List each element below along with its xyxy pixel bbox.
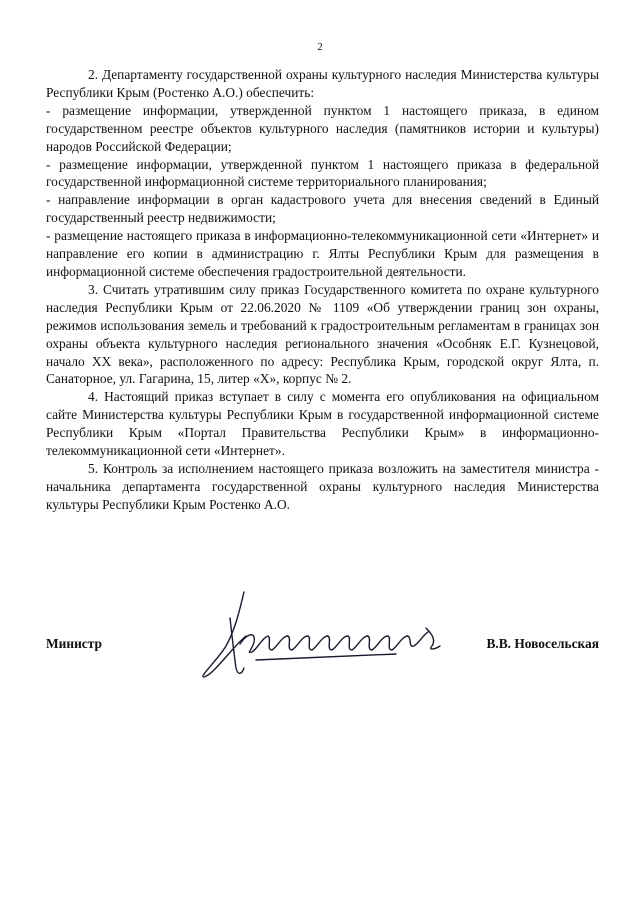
handwritten-signature (196, 588, 446, 683)
paragraph-item-internet: - размещение настоящего приказа в информационно-телекоммуникационной сети «Интернет» и направление его копии в администрацию г. Ялты Республики Крым для размещения в информационной системе обеспечения градостроительной деятельности. (46, 228, 599, 279)
page-number: 2 (317, 41, 323, 53)
signatory-title: Министр (46, 636, 102, 651)
document-body (46, 66, 599, 514)
paragraph-item-planning-system: - размещение информации, утвержденной пунктом 1 настоящего приказа в федеральной государственной информационной системе территориального планирования; (46, 156, 599, 190)
paragraph-item-registry: - размещение информации, утвержденной пунктом 1 настоящего приказа, в едином государственном реестре объектов культурного наследия (памятников истории и культуры) народов Российской Федерации; (46, 102, 599, 154)
paragraph-control: 5. Контроль за исполнением настоящего приказа возложить на заместителя министра - начальника департамента государственной охраны культурного наследия Министерства культуры Республики Крым Ростенко А.О. (46, 460, 599, 512)
paragraph-department-duties: 2. Департаменту государственной охраны культурного наследия Министерства культуры Республики Крым (Ростенко А.О.) обеспечить: (46, 67, 599, 100)
signatory-name: В.В. Новосельская (486, 636, 599, 651)
paragraph-effective-date: 4. Настоящий приказ вступает в силу с момента его опубликования на официальном сайте Министерства культуры Республики Крым в государственной информационной системе Республики Крым «Портал Правительства Республики Крым» в информационно-телекоммуникационной сети «Интернет». (46, 389, 599, 459)
paragraph-repeal-order: 3. Считать утратившим силу приказ Государственного комитета по охране культурного наследия Республики Крым от 22.06.2020 № 1109 «Об утверждении границ зон охраны, режимов использования земель и требований к градостроительным регламентам в границах зон охраны объекта культурного наследия регионального значения «Особняк Е.Г. Кузнецовой, начало XX века», расположенного по адресу: Республика Крым, городской округ Ялта, п. Санаторное, ул. Гагарина, 15, литер «Х», корпус № 2. (46, 281, 599, 387)
paragraph-item-cadastral: - направление информации в орган кадастрового учета для внесения сведений в Единый государственный реестр недвижимости; (46, 192, 599, 226)
